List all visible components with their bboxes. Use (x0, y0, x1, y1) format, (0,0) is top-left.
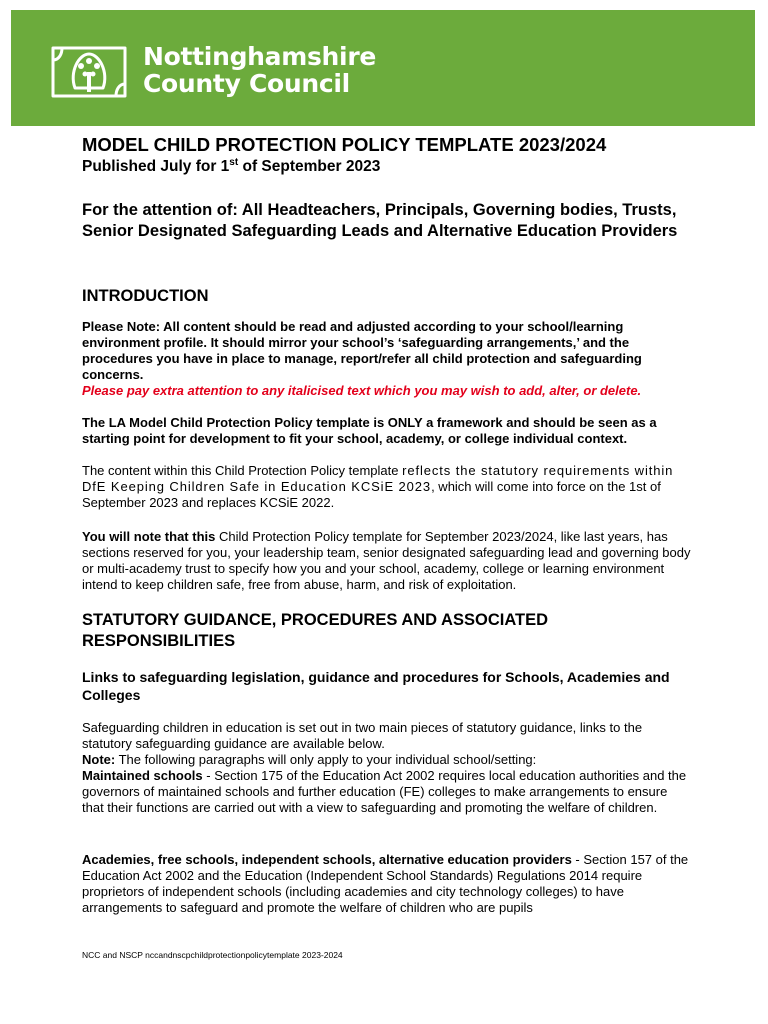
note-label: Note: (82, 752, 116, 767)
subtitle-sup: st (229, 157, 239, 168)
org-name-line1: Nottinghamshire (143, 42, 377, 71)
ncc-tree-logo-icon (45, 42, 133, 102)
safeguarding-intro: Safeguarding children in education is set out in two main pieces of statutory guidance, links to the statutory safeguarding guidance are available below. (82, 720, 643, 751)
will-note-text: Child Protection Policy template for September 2023/2024, like last years, has sections reserved for you, your leadership team, senior designated safeguarding lead and governing body or multi-academy trust to specify how you and your school, academy, college or learning environment intend to keep children safe, free from abuse, harm, and risk of exploitation. (82, 529, 691, 592)
please-note-paragraph: Please Note: All content should be read and adjusted according to your school/learning environment profile. It should mirror your school’s ‘safeguarding arrangements,’ and the procedures you have in place to manage, report/refer all child protection and safeguarding concerns. (82, 319, 642, 382)
page-footer: NCC and NSCP nccandnscpchildprotectionpolicytemplate 2023-2024 (82, 950, 343, 960)
content-text-c: , which will come into force on the 1st of September 2023 and replaces KCSiE 2022. (82, 479, 661, 510)
maintained-schools-paragraph (82, 768, 692, 816)
content-paragraph (82, 463, 692, 511)
subtitle-post: of September 2023 (238, 158, 381, 175)
subtitle-pre: Published July for 1 (82, 158, 230, 175)
content-text-a: The content within this Child Protection Policy template (82, 463, 403, 478)
red-attention-note: Please pay extra attention to any italicised text which you may wish to add, alter, or delete. (82, 383, 642, 398)
document-subtitle (82, 158, 380, 176)
statutory-guidance-heading: STATUTORY GUIDANCE, PROCEDURES AND ASSOCIATED RESPONSIBILITIES (82, 611, 549, 650)
academies-label: Academies, free schools, independent schools, alternative education providers (82, 852, 572, 867)
introduction-heading: INTRODUCTION (82, 287, 209, 305)
note-text: The following paragraphs will only apply to your individual school/setting: (115, 752, 537, 767)
attention-heading: For the attention of: All Headteachers, Principals, Governing bodies, Trusts, Senior Designated Safeguarding Leads and Alternative Education Providers (82, 201, 678, 240)
links-subheading: Links to safeguarding legislation, guidance and procedures for Schools, Academies and Colleges (82, 669, 670, 703)
safeguarding-section (82, 720, 692, 816)
will-note-paragraph (82, 529, 692, 593)
la-framework-paragraph: The LA Model Child Protection Policy template is ONLY a framework and should be seen as a starting point for development to fit your school, academy, or college individual context. (82, 415, 657, 446)
will-note-bold: You will note that this (82, 529, 216, 544)
org-name-line2: County Council (143, 69, 350, 98)
document-title: MODEL CHILD PROTECTION POLICY TEMPLATE 2023/2024 (82, 134, 607, 155)
organisation-name (143, 43, 376, 97)
maintained-schools-text: - Section 175 of the Education Act 2002 requires local education authorities and the governors of maintained schools and further education (FE) colleges to make arrangements to ensure that their functions are carried out with a view to safeguarding and promoting the welfare of children. (82, 768, 687, 815)
note-line (82, 752, 692, 768)
content-text-b: reflects the statutory requirements within DfE Keeping Children Safe in Education KCSiE 2023 (82, 463, 674, 494)
academies-text: - Section 157 of the Education Act 2002 and the Education (Independent School Standards) Regulations 2014 require proprietors of independent schools (including academies and city technology colleges) to have arrangements to safeguard and promote the welfare of children who are pupils (82, 852, 689, 915)
header-banner (11, 10, 755, 126)
maintained-schools-label: Maintained schools (82, 768, 203, 783)
academies-paragraph (82, 852, 692, 916)
